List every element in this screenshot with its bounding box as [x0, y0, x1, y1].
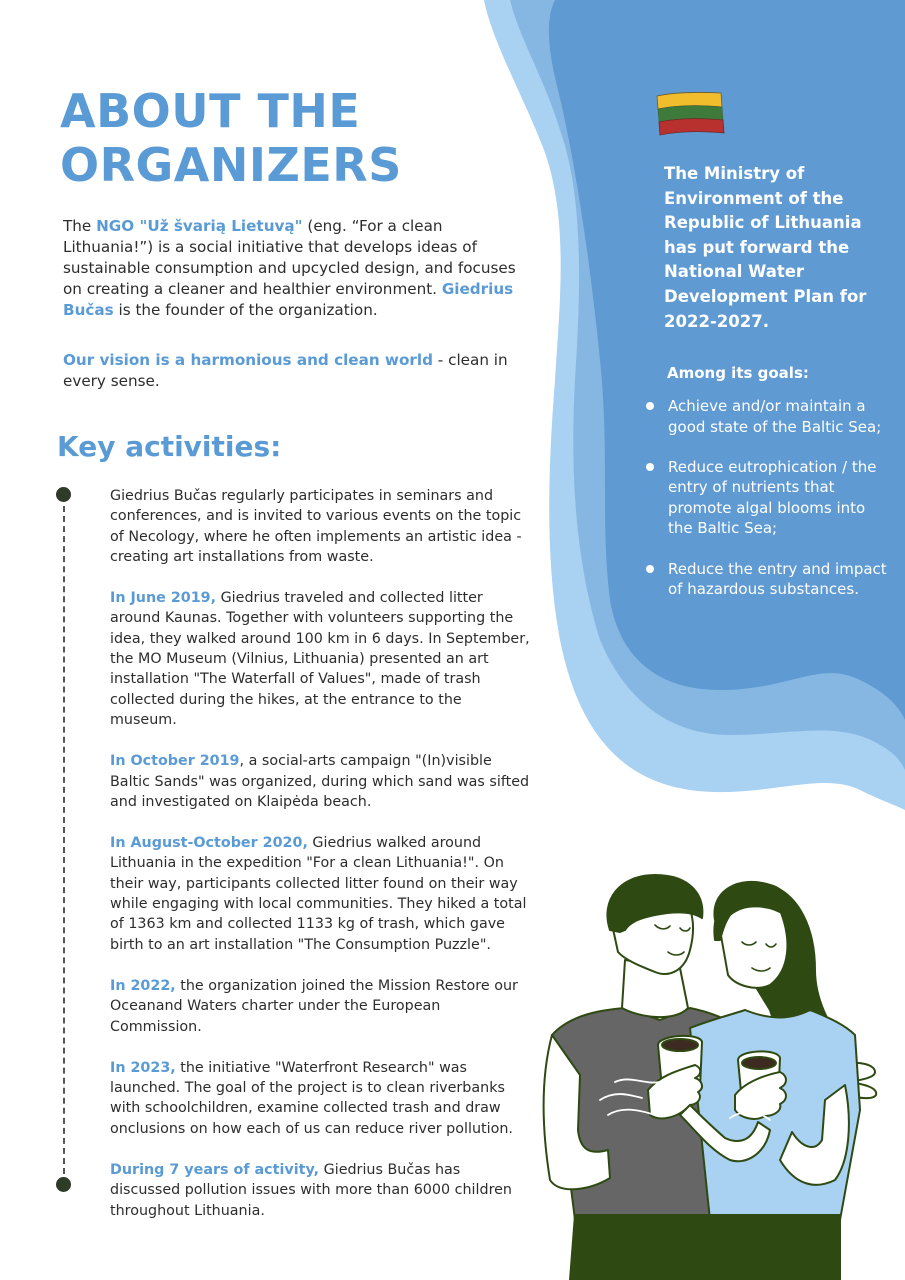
bullet-icon	[646, 565, 654, 573]
goal-item	[650, 457, 890, 539]
bullet-icon	[646, 402, 654, 410]
activity-text: , a social-arts campaign "(In)visible Baltic Sands" was organized, during which sand was sifted and investigated on Klaipėda beach.	[110, 753, 530, 810]
coffee-left	[662, 1039, 698, 1051]
vision-text: - clean in every sense.	[63, 351, 508, 390]
activity-item	[110, 976, 530, 1037]
goals-heading: Among its goals:	[667, 364, 809, 383]
couple-with-coffee-illustration	[530, 860, 905, 1280]
bullet-icon	[646, 463, 654, 471]
activity-date: In October 2019	[110, 753, 240, 770]
goal-text: Reduce the entry and impact of hazardous substances.	[668, 559, 887, 598]
activities-list	[110, 486, 530, 1242]
goal-text: Reduce eutrophication / the entry of nutrients that promote algal blooms into the Baltic Sea;	[668, 457, 877, 538]
activity-item	[110, 1160, 530, 1221]
ministry-panel	[650, 90, 890, 619]
intro-text: (eng. “For a clean Lithuania!”) is a social initiative that develops ideas of sustainable consumption and upcycled design, and focuses on creating a cleaner and healthier environment.	[63, 217, 516, 298]
activity-text: the initiative "Waterfront Research" was launched. The goal of the project is to clean riverbanks with schoolchildren, examine collected trash and draw onclusions on how each of us can reduce river pollution.	[110, 1059, 513, 1137]
activity-item	[110, 1058, 530, 1139]
founder-name: Giedrius Bučas	[63, 280, 514, 319]
title-line-2: ORGANIZERS	[60, 138, 402, 192]
page-title	[60, 84, 402, 192]
ministry-statement: The Ministry of Environment of the Republic of Lithuania has put forward the National Water Development Plan for 2022-2027.	[664, 164, 867, 331]
activity-text: Giedrius traveled and collected litter around Kaunas. Together with volunteers supporting the idea, they walked around 100 km in 6 days. In September, the MO Museum (Vilnius, Lithuania) presented an art installation "The Waterfall of Values", made of trash collected during the hikes, at the entrance to the museum.	[110, 590, 530, 728]
activity-date: In 2022,	[110, 977, 176, 994]
woman-pants	[710, 1215, 840, 1280]
lithuania-flag-icon	[655, 90, 725, 136]
timeline-end-dot	[56, 1177, 71, 1192]
vision-statement	[63, 350, 523, 392]
title-line-1: ABOUT THE	[60, 84, 361, 138]
activity-date: In June 2019,	[110, 590, 217, 607]
activity-item	[110, 833, 530, 955]
activity-item	[110, 588, 530, 730]
ngo-name: NGO "Už švarią Lietuvą"	[96, 217, 303, 235]
activity-date: In 2023,	[110, 1059, 176, 1076]
activity-text: Giedrius Bučas regularly participates in seminars and conferences, and is invited to various events on the topic of Necology, where he often implements an artistic idea - creating art installations from waste.	[110, 488, 522, 565]
coffee-right	[742, 1057, 776, 1069]
goal-item	[650, 559, 890, 600]
activity-item	[110, 486, 530, 567]
intro-paragraph	[63, 216, 523, 321]
key-activities-heading: Key activities:	[57, 430, 282, 463]
vision-highlight: Our vision is a harmonious and clean world	[63, 351, 433, 369]
activity-item	[110, 751, 530, 812]
activity-text: the organization joined the Mission Restore our Oceanand Waters charter under the European Commission.	[110, 977, 518, 1035]
goal-item	[650, 396, 890, 437]
activity-date: During 7 years of activity,	[110, 1162, 320, 1179]
goals-list	[650, 396, 890, 599]
activity-text: Giedrius walked around Lithuania in the expedition "For a clean Lithuania!". On their way, participants collected litter found on their way while engaging with local communities. They hiked a total of 1363 km and collected 1133 kg of trash, which gave birth to an art installation "The Consumption Puzzle".	[110, 835, 527, 953]
intro-text: The	[63, 217, 97, 235]
goal-text: Achieve and/or maintain a good state of the Baltic Sea;	[668, 397, 882, 436]
intro-text: is the founder of the organization.	[113, 301, 378, 319]
timeline-line	[63, 496, 65, 1184]
activity-date: In August-October 2020,	[110, 835, 308, 852]
activity-text: Giedrius Bučas has discussed pollution issues with more than 6000 children throughout Lithuania.	[110, 1162, 512, 1219]
timeline-start-dot	[56, 487, 71, 502]
